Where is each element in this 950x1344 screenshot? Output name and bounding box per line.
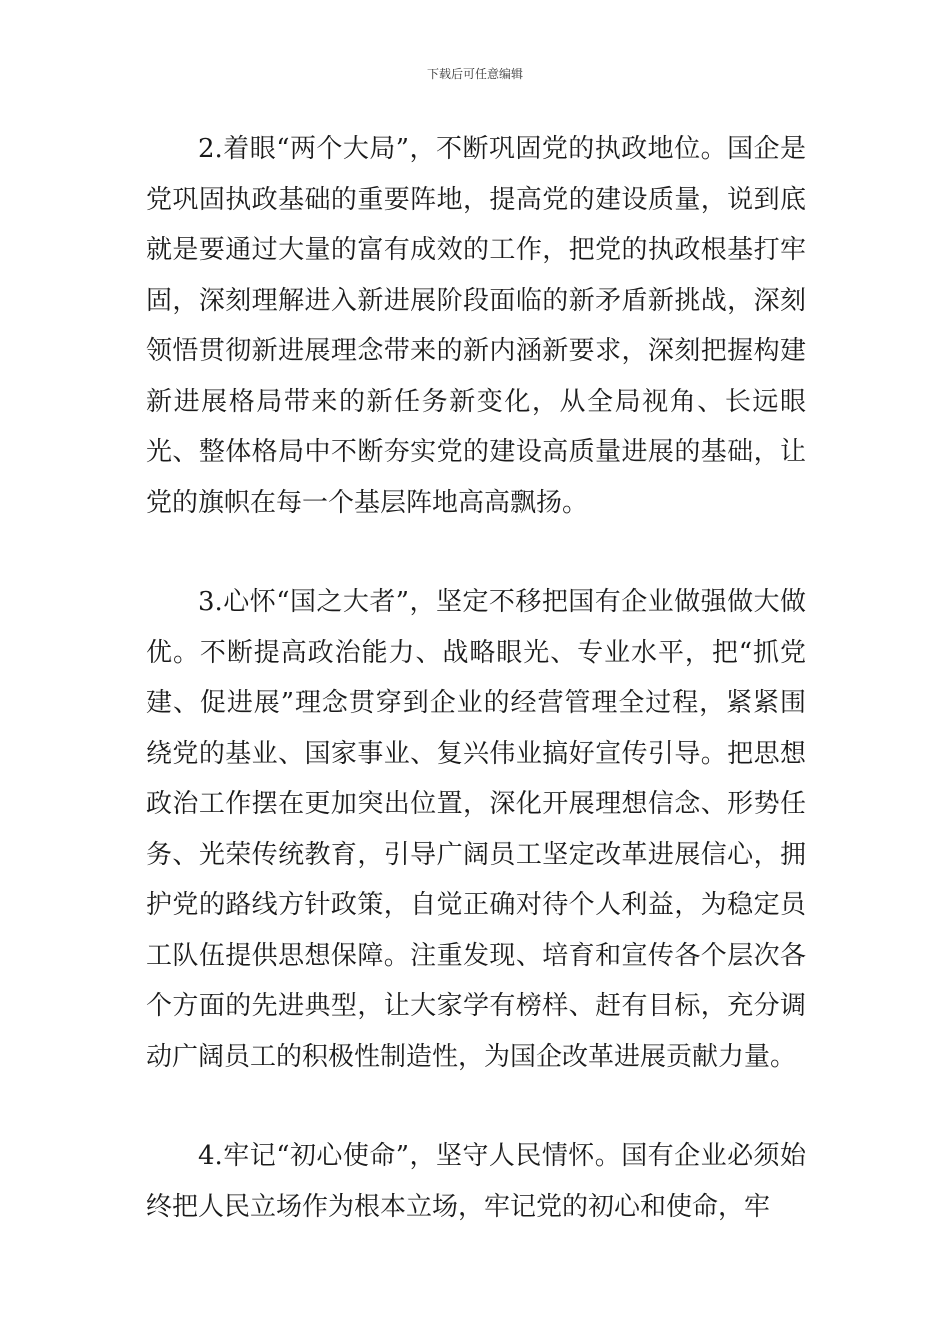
- paragraph-3: 3.心怀“国之大者”，坚定不移把国有企业做强做大做优。不断提高政治能力、战略眼光、专业水平，把“抓党建、促进展”理念贯穿到企业的经营管理全过程，紧紧围绕党的基业、国家事业、复兴伟业搞好宣传引导。把思想政治工作摆在更加突出位置，深化开展理想信念、形势任务、光荣传统教育，引导广阔员工坚定改革进展信心，拥护党的路线方针政策，自觉正确对待个人利益，为稳定员工队伍提供思想保障。注重发现、培育和宣传各个层次各个方面的先进典型，让大家学有榜样、赶有目标，充分调动广阔员工的积极性制造性，为国企改革进展贡献力量。: [146, 587, 806, 1072]
- paragraph-2: 2.着眼“两个大局”，不断巩固党的执政地位。国企是党巩固执政基础的重要阵地，提高党的建设质量，说到底就是要通过大量的富有成效的工作，把党的执政根基打牢固，深刻理解进入新进展阶段面临的新矛盾新挑战，深刻领悟贯彻新进展理念带来的新内涵新要求，深刻把握构建新进展格局带来的新任务新变化，从全局视角、长远眼光、整体格局中不断夯实党的建设高质量进展的基础，让党的旗帜在每一个基层阵地高高飘扬。: [146, 134, 806, 518]
- paragraph-4: 4.牢记“初心使命”，坚守人民情怀。国有企业必须始终把人民立场作为根本立场，牢记党的初心和使命，牢: [146, 1141, 806, 1222]
- page-header: 下载后可任意编辑: [426, 67, 523, 81]
- document-body: [146, 124, 806, 1232]
